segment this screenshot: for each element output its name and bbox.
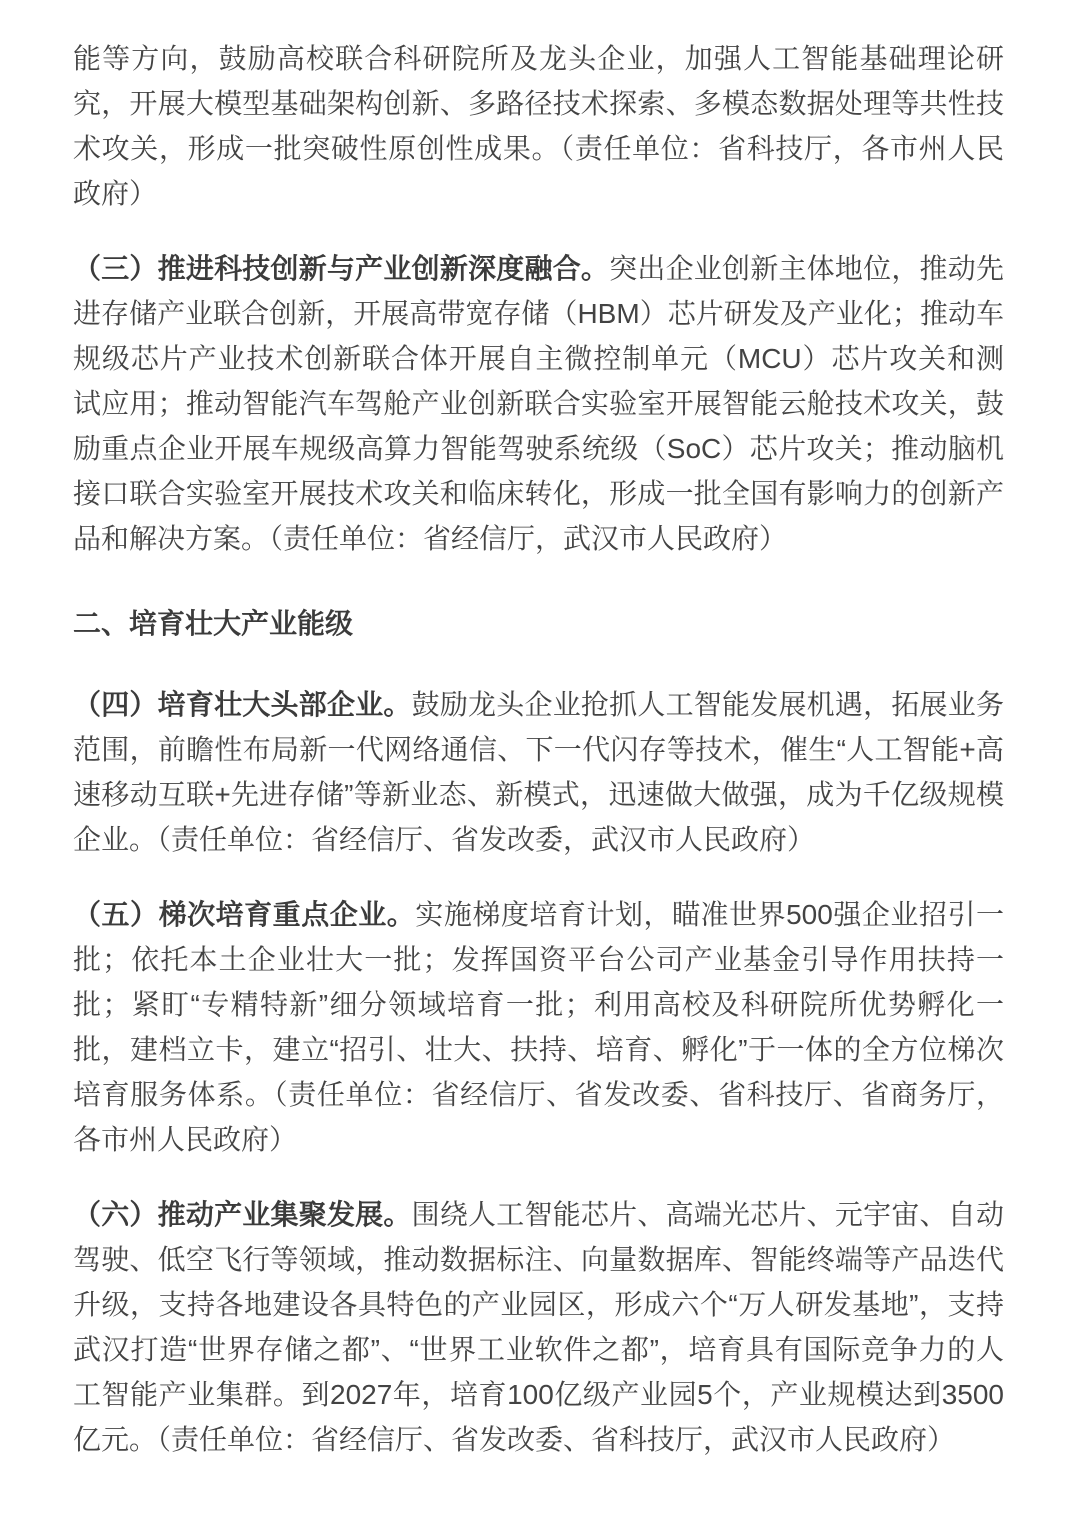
paragraph-text: 鼓励龙头企业抢抓人工智能发展机遇，拓展业务范围，前瞻性布局新一代网络通信、下一代闪存等技术，催生“人工智能+高速移动互联+先进存储”等新业态、新模式，迅速做大做强，成为千亿级规模企业。（责任单位：省经信厅、省发改委，武汉市人民政府） <box>73 689 1004 855</box>
paragraph-text: 实施梯度培育计划，瞄准世界500强企业招引一批；依托本土企业壮大一批；发挥国资平台公司产业基金引导作用扶持一批；紧盯“专精特新”细分领域培育一批；利用高校及科研院所优势孵化一批，建档立卡，建立“招引、壮大、扶持、培育、孵化”于一体的全方位梯次培育服务体系。（责任单位：省经信厅、省发改委、省科技厅、省商务厅，各市州人民政府） <box>73 899 1004 1155</box>
paragraph-lead: （四）培育壮大头部企业。 <box>73 689 412 720</box>
paragraph-item-4 <box>73 682 1004 862</box>
paragraph-lead: （六）推动产业集聚发展。 <box>73 1199 412 1230</box>
paragraph-item-6 <box>73 1192 1004 1462</box>
paragraph-item-5 <box>73 892 1004 1162</box>
paragraph-lead: （五）梯次培育重点企业。 <box>73 899 416 930</box>
paragraph-continuation <box>73 36 1004 216</box>
paragraph-lead: （三）推进科技创新与产业创新深度融合。 <box>73 253 610 284</box>
section-heading: 二、培育壮大产业能级 <box>73 608 354 639</box>
paragraph-item-3 <box>73 246 1004 561</box>
paragraph-text: 能等方向，鼓励高校联合科研院所及龙头企业，加强人工智能基础理论研究，开展大模型基础架构创新、多路径技术探索、多模态数据处理等共性技术攻关，形成一批突破性原创性成果。（责任单位：省科技厅，各市州人民政府） <box>73 43 1004 209</box>
paragraph-text: 围绕人工智能芯片、高端光芯片、元宇宙、自动驾驶、低空飞行等领域，推动数据标注、向量数据库、智能终端等产品迭代升级，支持各地建设各具特色的产业园区，形成六个“万人研发基地”，支持武汉打造“世界存储之都”、“世界工业软件之都”，培育具有国际竞争力的人工智能产业集群。到2027年，培育100亿级产业园5个，产业规模达到3500亿元。（责任单位：省经信厅、省发改委、省科技厅，武汉市人民政府） <box>73 1199 1004 1455</box>
paragraph-text: 突出企业创新主体地位，推动先进存储产业联合创新，开展高带宽存储（HBM）芯片研发及产业化；推动车规级芯片产业技术创新联合体开展自主微控制单元（MCU）芯片攻关和测试应用；推动智能汽车驾舱产业创新联合实验室开展智能云舱技术攻关，鼓励重点企业开展车规级高算力智能驾驶系统级（SoC）芯片攻关；推动脑机接口联合实验室开展技术攻关和临床转化，形成一批全国有影响力的创新产品和解决方案。（责任单位：省经信厅，武汉市人民政府） <box>73 253 1004 554</box>
